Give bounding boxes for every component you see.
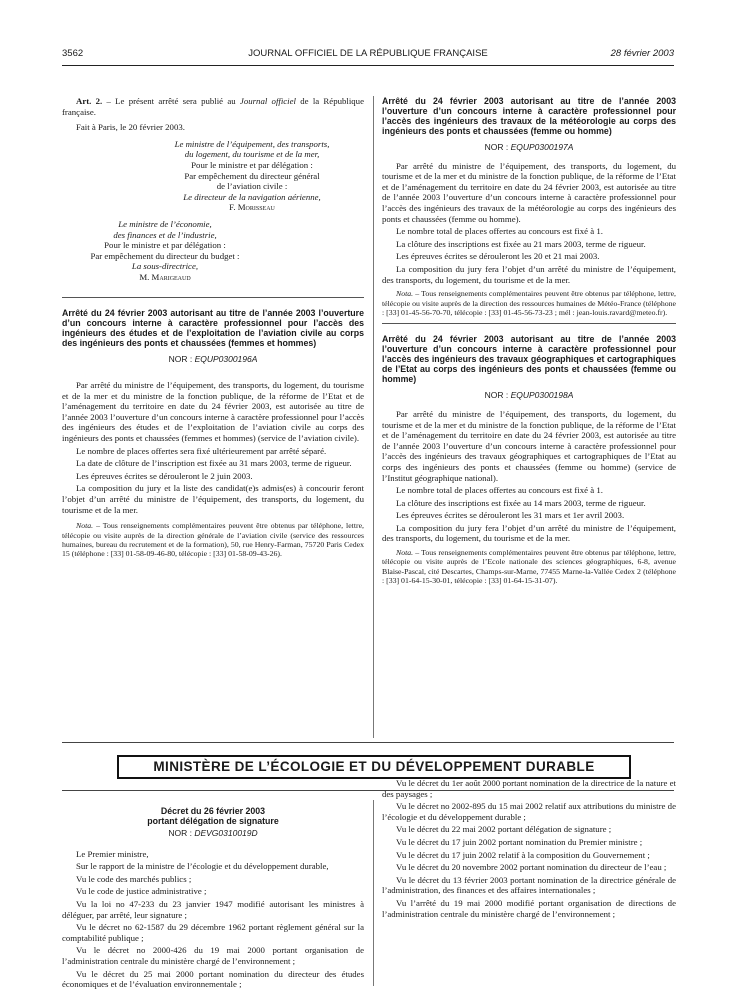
visa: Vu le décret du 25 mai 2000 portant nomination du directeur des études économiques et de l’évaluation environnementale ; <box>62 968 364 990</box>
ministry-banner: MINISTÈRE DE L’ÉCOLOGIE ET DU DÉVELOPPEMENT DURABLE <box>117 755 631 779</box>
signatory-name: M. Marigeaud <box>139 271 191 282</box>
journal-title: JOURNAL OFFICIEL DE LA RÉPUBLIQUE FRANÇAISE <box>248 48 488 59</box>
decret-right-column <box>382 778 676 921</box>
paragraph: Les épreuves écrites se dérouleront les 20 et 21 mai 2003. <box>396 251 600 262</box>
column-separator-top <box>373 96 374 738</box>
paragraph: La composition du jury fera l’objet d’un arrêté du ministre de l’équipement, des transports, du logement, du tourisme et de la mer. <box>382 522 676 544</box>
visa: Vu le décret du 22 mai 2002 portant délégation de signature ; <box>396 824 612 835</box>
paragraph: La composition du jury fera l’objet d’un arrêté du ministre de l’équipement, des transports, du logement, du tourisme et de la mer. <box>382 263 676 285</box>
nota: Nota. – Tous renseignements complémentaires peuvent être obtenus par téléphone, lettre, télécopie ou visite auprès de l’Ecole nationale des sciences géographiques, 6-8, avenue Blaise-Pascal, cité Descartes, Champs-sur-Marne, 77455 Marne-la-Vallée Cedex 2 (téléphone : [33] 01-64-15-30-01, télécopie : [33] 01-64-15-31-07). <box>382 548 676 586</box>
paragraph: Par arrêté du ministre de l’équipement, des transports, du logement, du tourisme et de la mer et du ministre de la fonction publique, de la réforme de l’Etat et de l’aménagement du territoire en date du 24 février 2003, est autorisée au titre de l’année 2003 l’ouverture d’un concours interne à caractère professionnel pour l’accès des ingénieurs des travaux géographiques et cartographiques de l’Etat au corps des ingénieurs des ponts et chaussées (femme ou homme) (service de l’Institut géographique national). <box>382 408 676 483</box>
paragraph: Le nombre de places offertes sera fixé ultérieurement par arrêté séparé. <box>76 445 327 456</box>
paragraph: Les épreuves écrites se dérouleront le 2 juin 2003. <box>76 470 253 481</box>
paragraph: La date de clôture de l’inscription est fixée au 31 mars 2003, terme de rigueur. <box>76 458 352 469</box>
visa: Vu le décret du 17 juin 2002 relatif à la composition du Gouvernement ; <box>396 849 650 860</box>
decret-subtitle: portant délégation de signature <box>147 816 279 826</box>
visa: Vu la loi no 47-233 du 23 janvier 1947 modifié autorisant les ministres à déléguer, par arrêté, leur signature ; <box>62 898 364 920</box>
column-separator-bottom <box>373 800 374 986</box>
paragraph: Le nombre total de places offertes au concours est fixé à 1. <box>396 485 603 496</box>
paragraph: La clôture des inscriptions est fixée au 21 mars 2003, terme de rigueur. <box>396 238 646 249</box>
paragraph: Le nombre total de places offertes au concours est fixé à 1. <box>396 226 603 237</box>
visa: Vu le décret du 13 février 2003 portant nomination de la directrice générale de l’administration, des finances et des affaires internationales ; <box>382 874 676 896</box>
issue-date: 28 février 2003 <box>610 48 674 59</box>
section-divider <box>62 297 364 298</box>
arrete-title: Arrêté du 24 février 2003 autorisant au titre de l’année 2003 l’ouverture d’un concours interne à caractère professionnel pour l’accès des ingénieurs des travaux de la météorologie au corps des ingénieurs des ponts et chaussées (femme ou homme) <box>382 96 676 136</box>
paragraph: Par arrêté du ministre de l’équipement, des transports, du logement, du tourisme et de la mer et du ministre de la fonction publique, de la réforme de l’Etat et de l’aménagement du territoire en date du 24 février 2003, est autorisée au titre de l’année 2003 l’ouverture d’un concours interne à caractère professionnel pour l’accès des ingénieurs des études et de l’exploitation de l’aviation civile au corps des ingénieurs des ponts et chaussées (femmes et hommes) (service de l’aviation civile). <box>62 380 364 444</box>
paragraph: Les épreuves écrites se dérouleront les 31 mars et 1er avril 2003. <box>396 510 625 521</box>
fait-a-paris: Fait à Paris, le 20 février 2003. <box>76 122 185 133</box>
visa: Vu le décret du 1er août 2000 portant nomination de la directrice de la nature et des paysages ; <box>382 778 676 799</box>
paragraph: La composition du jury et la liste des candidat(e)s admis(es) à concourir feront l’objet d’un arrêté du ministre de l’équipement, des transports, du logement, du tourisme et de la mer. <box>62 483 364 515</box>
nota: Nota. – Tous renseignements complémentaires peuvent être obtenus par téléphone, lettre, télécopie ou visite auprès de la direction des ressources humaines de Météo-France (téléphone : [33] 01-45-56-70-70, télécopie : [33] 01-45-56-73-23 ; mél : jean-louis.ravard@meteo.fr). <box>382 289 677 317</box>
header-rule <box>62 65 674 66</box>
visa: Sur le rapport de la ministre de l’écologie et du développement durable, <box>76 861 329 872</box>
visa: Vu le code des marchés publics ; <box>76 873 192 884</box>
signatory-name: F. Morisseau <box>229 202 275 213</box>
arrete-title: Arrêté du 24 février 2003 autorisant au titre de l’année 2003 l’ouverture d’un concours interne à caractère professionnel pour l’accès des ingénieurs des études et de l’exploitation de l’aviation civile au corps des ingénieurs des ponts et chaussées (femmes et hommes) <box>62 307 364 348</box>
decret-title: Décret du 26 février 2003 <box>160 806 266 816</box>
visa: Vu le décret no 2000-426 du 19 mai 2000 portant organisation de l’administration centrale du ministère chargé de l’environnement ; <box>62 945 364 966</box>
nor-reference: NOR : EQUP0300196A <box>168 353 258 364</box>
article-2: Art. 2. – Le présent arrêté sera publié au Journal officiel de la République française. <box>62 96 364 117</box>
decret-left-column <box>62 806 364 990</box>
signature-block-1: Le ministre de l’équipement, des transports, du logement, du tourisme et de la mer, Pour le ministre et par délégation : Par empêchement du directeur général de l’aviation civile : Le directeur de la navigation aérienne, F. Morisseau <box>140 139 364 213</box>
page-header <box>62 48 674 62</box>
visa: Vu l’arrêté du 19 mai 2000 modifié portant organisation de directions de l’administration centrale du ministère chargé de l’environnement ; <box>382 897 676 919</box>
visa: Vu le décret no 62-1587 du 29 décembre 1962 portant règlement général sur la comptabilité publique ; <box>62 922 364 943</box>
page-number: 3562 <box>62 48 84 59</box>
section-divider <box>382 323 676 324</box>
visa: Vu le décret no 2002-895 du 15 mai 2002 relatif aux attributions du ministre de l’écologie et du développement durable ; <box>382 801 676 822</box>
nota: Nota. – Tous renseignements complémentaires peuvent être obtenus par téléphone, lettre, télécopie ou visite auprès de la direction générale de l’aviation civile (service des ressources humaines, bureau du recrutement et de la formation), 50, rue Henry-Farman, 75720 Paris Cedex 15 (téléphone : [33] 01-58-09-46-80, télécopie : [33] 01-58-09-43-26). <box>62 521 364 559</box>
arrete-title: Arrêté du 24 février 2003 autorisant au titre de l’année 2003 l’ouverture d’un concours interne à caractère professionnel pour l’accès des ingénieurs des travaux géographiques et cartographiques de l’Etat au corps des ingénieurs des ponts et chaussées (femme ou homme) <box>382 334 676 385</box>
nor-reference: NOR : EQUP0300197A <box>484 142 574 152</box>
paragraph: La clôture des inscriptions est fixée au 14 mars 2003, terme de rigueur. <box>396 497 646 508</box>
visa: Vu le code de justice administrative ; <box>76 886 207 897</box>
visa: Le Premier ministre, <box>76 848 149 859</box>
visa: Vu le décret du 17 juin 2002 portant nomination du Premier ministre ; <box>396 836 643 847</box>
nor-reference: NOR : DEVG0310019D <box>168 828 258 838</box>
banner-rule-top <box>62 742 674 743</box>
right-column <box>382 96 676 588</box>
visa: Vu le décret du 20 novembre 2002 portant nomination du directeur de l’eau ; <box>396 862 667 873</box>
signature-block-2: Le ministre de l’économie, des finances et de l’industrie, Pour le ministre et par délégation : Par empêchement du directeur du budget : La sous-directrice, M. Marigeaud <box>62 219 268 283</box>
paragraph: Par arrêté du ministre de l’équipement, des transports, du logement, du tourisme et de la mer et du ministre de la fonction publique, de la réforme de l’Etat et de l’aménagement du territoire en date du 24 février 2003, est autorisée au titre de l’année 2003 l’ouverture d’un concours interne à caractère professionnel pour l’accès des ingénieurs des travaux de la météorologie au corps des ingénieurs des ponts et chaussées (femme ou homme). <box>382 160 676 224</box>
nor-reference: NOR : EQUP0300198A <box>484 390 574 401</box>
left-column <box>62 96 364 561</box>
